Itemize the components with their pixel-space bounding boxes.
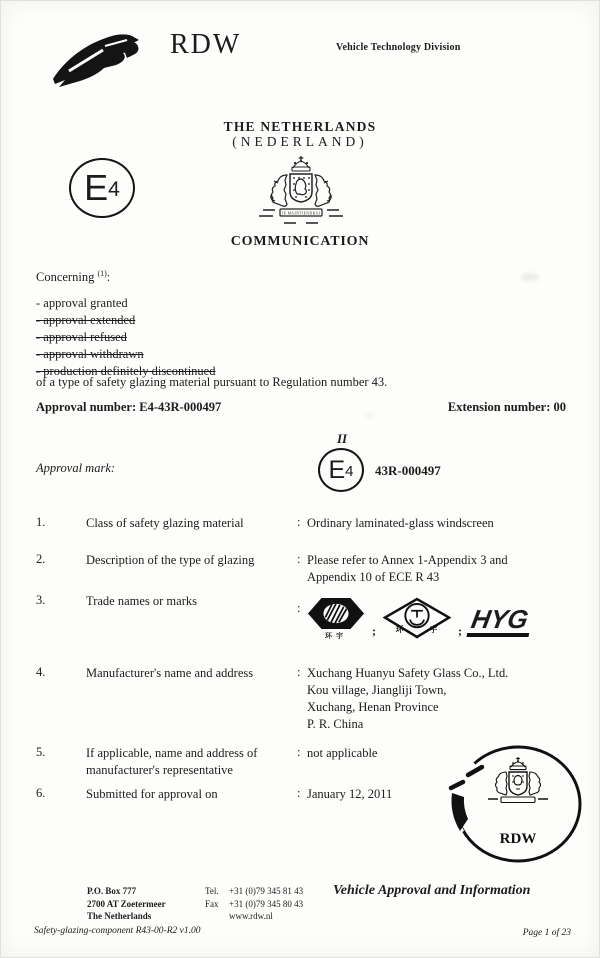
item-colon: : — [297, 552, 301, 566]
contact-key: Fax — [205, 898, 219, 909]
concerning-options — [36, 295, 215, 380]
item-number: 3. — [36, 593, 46, 607]
item-colon: : — [297, 786, 301, 800]
item-number: 6. — [36, 786, 46, 800]
item-value-line: Xuchang, Henan Province — [307, 700, 439, 714]
item-label: Trade names or marks — [86, 594, 197, 608]
approval-mark-number: 43R-000497 — [375, 463, 441, 478]
address-line: 2700 AT Zoetermeer — [87, 898, 166, 909]
option-approval-withdrawn: - approval withdrawn — [36, 347, 144, 361]
address-line: The Netherlands — [87, 911, 152, 921]
item-value-line: P. R. China — [307, 717, 364, 731]
option-approval-granted: - approval granted — [36, 296, 128, 310]
mark-e-letter: E — [328, 455, 346, 484]
item-row-4 — [1, 665, 600, 731]
concerning-heading — [36, 269, 110, 285]
item-colon: : — [297, 745, 301, 759]
page-indicator: Page 1 of 23 — [522, 928, 571, 938]
e4-approval-badge — [69, 158, 135, 218]
division-title: Vehicle Technology Division — [336, 42, 461, 53]
stamp-label: RDW — [499, 831, 537, 847]
item-label: Class of safety glazing material — [86, 516, 244, 530]
trademark-logos — [307, 597, 531, 641]
option-production-discontinued: - production definitely discontinued — [36, 364, 216, 378]
doc-type-title: COMMUNICATION — [230, 234, 370, 249]
item-colon: : — [297, 601, 301, 615]
trademark-separator: ; — [372, 624, 376, 638]
huanyu-hexagon-mark — [307, 597, 365, 641]
item-number: 2. — [36, 552, 46, 566]
item-colon: : — [297, 515, 301, 529]
phone-number: +31 (0)79 345 81 43 — [229, 886, 304, 896]
footer-address — [87, 885, 166, 923]
website-url: www.rdw.nl — [229, 911, 273, 921]
item-value-line: Xuchang Huanyu Safety Glass Co., Ltd. — [307, 666, 509, 680]
trademark-separator: ; — [458, 624, 462, 638]
item-value: January 12, 2011 — [307, 787, 393, 801]
item-label: Manufacturer's name and address — [86, 666, 254, 680]
concerning-colon: : — [106, 270, 111, 285]
approval-mark-e4-badge — [318, 448, 364, 492]
netherlands-coat-of-arms-icon — [251, 153, 351, 233]
option-approval-extended: - approval extended — [36, 313, 136, 327]
address-line: P.O. Box 777 — [87, 886, 137, 896]
subject-line: of a type of safety glazing material pursuant to Regulation number 43. — [36, 375, 388, 389]
document-reference: Safety-glazing-component R43-00-R2 v1.00 — [34, 926, 201, 936]
footer-tagline: Vehicle Approval and Information — [333, 883, 531, 898]
item-label: If applicable, name and address of manufacturer's representative — [86, 746, 258, 777]
brand-title: RDW — [170, 29, 242, 60]
item-label: Submitted for approval on — [86, 787, 218, 801]
country-subtitle: (NEDERLAND) — [232, 134, 368, 149]
item-number: 5. — [36, 745, 46, 759]
item-label: Description of the type of glazing — [86, 553, 255, 567]
huanyu-hexagon-mark-icon — [307, 597, 365, 630]
diamond-char-right: 宇 — [429, 625, 438, 635]
fax-number: +31 (0)79 345 80 43 — [229, 898, 304, 909]
concerning-label: Concerning — [36, 270, 95, 285]
diamond-char-left: 环 — [395, 625, 404, 635]
extension-number: Extension number: 00 — [447, 400, 566, 414]
huanyu-diamond-mark-icon — [383, 597, 451, 641]
footer-contact — [205, 885, 303, 923]
item-value-line: Please refer to Annex 1-Appendix 3 and — [307, 553, 508, 567]
e4-badge-digit: 4 — [108, 177, 120, 201]
item-colon: : — [297, 665, 301, 679]
scan-smudge — [521, 273, 539, 281]
hyg-logo: HYG — [466, 608, 534, 637]
huanyu-hexagon-caption: 环宇 — [325, 632, 347, 640]
concerning-footnote-ref: (1) — [97, 269, 107, 278]
rdw-round-stamp-icon — [438, 741, 590, 867]
item-row-2 — [1, 552, 600, 584]
approval-mark-class-numeral: II — [337, 431, 348, 446]
scan-smudge — [367, 413, 373, 418]
rdw-wing-logo-icon — [47, 27, 145, 91]
item-number: 4. — [36, 665, 46, 679]
motto-text: JE MAINTIENDRAI — [281, 211, 321, 216]
approval-mark-label: Approval mark: — [36, 461, 116, 475]
item-value: Ordinary laminated-glass windscreen — [307, 516, 494, 530]
contact-key: Tel. — [205, 886, 219, 896]
mark-e-digit: 4 — [345, 462, 354, 480]
e4-badge-letter: E — [84, 167, 109, 208]
item-value-line: Kou village, Jiangliji Town, — [307, 683, 447, 697]
item-value-line: Appendix 10 of ECE R 43 — [307, 570, 440, 584]
item-row-1 — [1, 515, 600, 535]
approval-number: Approval number: E4-43R-000497 — [36, 400, 222, 414]
item-value: not applicable — [307, 746, 378, 760]
country-title: THE NETHERLANDS — [223, 119, 377, 134]
item-number: 1. — [36, 515, 46, 529]
option-approval-refused: - approval refused — [36, 330, 127, 344]
